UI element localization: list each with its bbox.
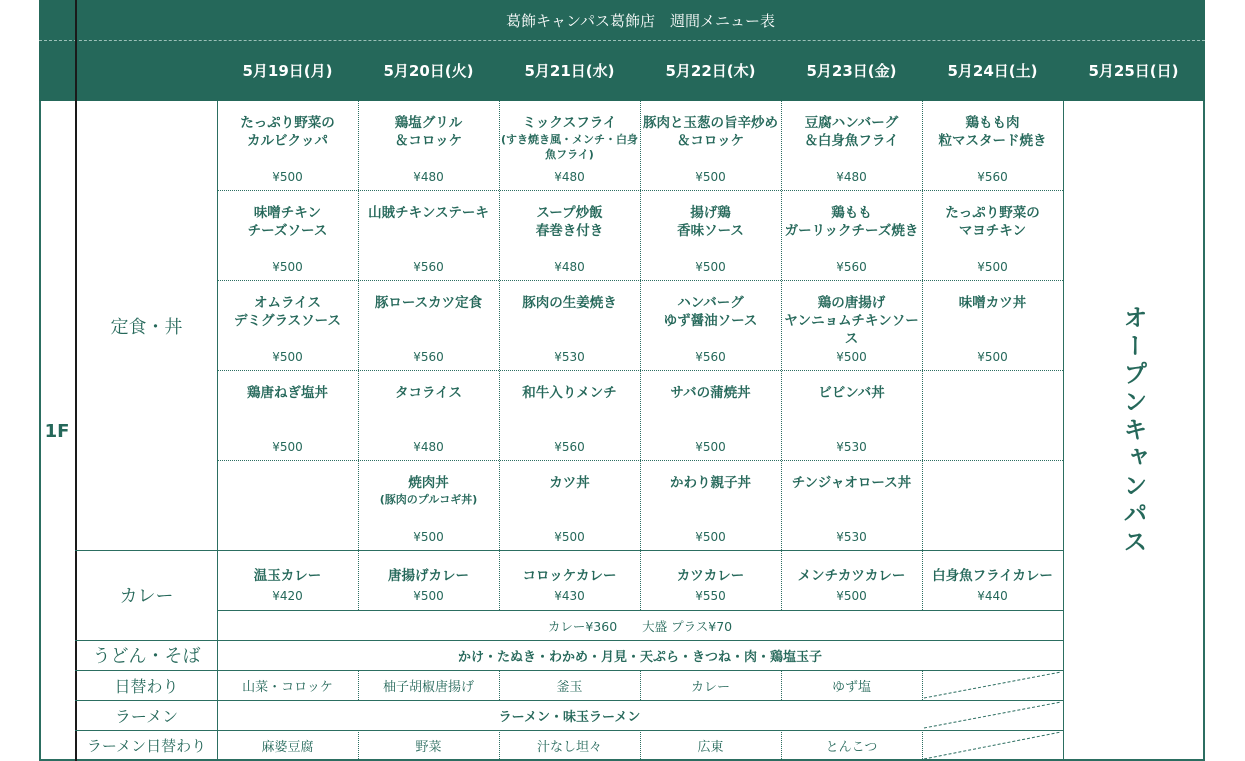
menu-item-price: ¥500 (413, 530, 444, 544)
menu-item-price: ¥500 (695, 170, 726, 184)
menu-item-name: 鶏の唐揚げ ヤンニョムチキンソース (784, 295, 919, 347)
date-mon: 5月19日(月) (242, 62, 333, 80)
menu-item (781, 461, 922, 551)
category-teishoku: 定食・丼 (110, 316, 183, 338)
menu-item-name: 味噌カツ丼 (958, 295, 1027, 311)
menu-item-name: かわり親子丼 (670, 475, 751, 491)
menu-item (499, 101, 640, 191)
higawari-item: 柚子胡椒唐揚げ (382, 680, 474, 695)
date-sun: 5月25日(日) (1088, 62, 1179, 80)
menu-item (640, 101, 781, 191)
menu-item-name (217, 461, 358, 474)
ramen-higawari-item: 広東 (697, 740, 724, 755)
menu-item (499, 461, 640, 551)
menu-item-name: 豆腐ハンバーグ ＆白身魚フライ (804, 115, 899, 149)
menu-item (781, 191, 922, 281)
curry-item (640, 551, 781, 611)
curry-item-name: カツカレー (676, 568, 745, 584)
menu-item-name: 味噌チキン チーズソース (247, 205, 328, 239)
menu-item (922, 281, 1063, 371)
menu-item (358, 371, 499, 461)
curry-item (499, 551, 640, 611)
menu-item-name: 豚ロースカツ定食 (374, 295, 483, 311)
menu-item-price: ¥530 (836, 530, 867, 544)
menu-item-price: ¥480 (836, 170, 867, 184)
menu-item (499, 281, 640, 371)
menu-item (358, 461, 499, 551)
menu-item (640, 371, 781, 461)
menu-item-name: 山賊チキンステーキ (368, 205, 489, 221)
curry-item-name: 白身魚フライカレー (932, 568, 1053, 584)
curry-item-price: ¥430 (554, 589, 585, 603)
menu-item-name: 焼肉丼 (408, 475, 449, 491)
empty-cell-slashes (922, 670, 1063, 761)
menu-item-name: 鶏唐ねぎ塩丼 (247, 385, 328, 401)
menu-item (217, 371, 358, 461)
menu-item-name: ミックスフライ (522, 115, 617, 131)
menu-item (640, 281, 781, 371)
udon-list: かけ・たぬき・わかめ・月見・天ぷら・きつね・肉・鶏塩玉子 (457, 650, 822, 665)
ramen-higawari-item: 麻婆豆腐 (261, 740, 314, 755)
menu-item-name: 鶏もも ガーリックチーズ焼き (784, 205, 919, 239)
menu-item-name: 豚肉の生姜焼き (522, 295, 617, 311)
curry-item-price: ¥420 (272, 589, 303, 603)
menu-item-price: ¥480 (413, 440, 444, 454)
category-udon: うどん・そば (92, 646, 201, 667)
menu-item (640, 461, 781, 551)
menu-item (640, 191, 781, 281)
menu-item-price: ¥560 (836, 260, 867, 274)
menu-item-price: ¥500 (554, 530, 585, 544)
curry-item-name: 温玉カレー (253, 568, 322, 584)
date-tue: 5月20日(火) (383, 62, 474, 80)
category-higawari: 日替わり (114, 676, 179, 696)
menu-item-name: カツ丼 (549, 475, 590, 491)
curry-item-price: ¥500 (413, 589, 444, 603)
menu-item-name: 鶏塩グリル ＆コロッケ (394, 115, 463, 149)
date-thu: 5月22日(木) (665, 62, 756, 80)
menu-item (922, 371, 1063, 461)
menu-item (499, 191, 640, 281)
menu-item-name: タコライス (395, 385, 462, 401)
menu-item-price: ¥500 (695, 260, 726, 274)
menu-item (781, 371, 922, 461)
curry-item (217, 551, 358, 611)
menu-item (781, 281, 922, 371)
menu-item-price: ¥500 (695, 440, 726, 454)
menu-item (499, 371, 640, 461)
menu-item-name: 鶏もも肉 粒マスタード焼き (938, 115, 1047, 149)
menu-item-price: ¥480 (413, 170, 444, 184)
menu-item-detail: (豚肉のプルコギ丼) (379, 493, 478, 506)
menu-item (217, 191, 358, 281)
menu-item-name: たっぷり野菜の カルビクッパ (240, 115, 335, 149)
curry-note: カレー¥360 大盛 プラス¥70 (547, 618, 733, 634)
curry-item-name: コロッケカレー (522, 568, 617, 584)
menu-item-price: ¥480 (554, 170, 585, 184)
menu-item-detail: (すき焼き風・メンチ・白身魚フライ) (500, 133, 639, 161)
menu-item-name: サバの蒲焼丼 (670, 385, 751, 401)
curry-item (922, 551, 1063, 611)
menu-item-name (922, 371, 1063, 384)
ramen-higawari-item: とんこつ (825, 740, 878, 755)
menu-item-name: ビビンバ丼 (818, 385, 885, 401)
ramen-higawari-item: 汁なし坦々 (536, 740, 602, 755)
menu-item (922, 461, 1063, 551)
menu-item-price: ¥500 (977, 350, 1008, 364)
weekly-menu-table (39, 0, 1205, 761)
higawari-item: 山菜・コロッケ (242, 680, 333, 695)
menu-item-price: ¥560 (695, 350, 726, 364)
menu-item (217, 461, 358, 551)
menu-item-price: ¥500 (272, 260, 303, 274)
menu-item-price: ¥530 (554, 350, 585, 364)
menu-item (358, 281, 499, 371)
menu-item (922, 101, 1063, 191)
menu-item-name: オムライス デミグラスソース (234, 295, 341, 329)
menu-item-name: スープ炒飯 春巻き付き (535, 205, 604, 239)
higawari-item: 釜玉 (556, 680, 583, 695)
menu-item (217, 281, 358, 371)
sunday-notice: オープンキャンパス (1119, 305, 1147, 557)
higawari-item: カレー (690, 680, 730, 695)
curry-item-price: ¥440 (977, 589, 1008, 603)
menu-item (922, 191, 1063, 281)
curry-item-price: ¥500 (836, 589, 867, 603)
higawari-item: ゆず塩 (831, 680, 871, 695)
menu-item-price: ¥560 (977, 170, 1008, 184)
menu-item-price: ¥500 (695, 530, 726, 544)
category-curry: カレー (119, 586, 174, 607)
curry-item (781, 551, 922, 611)
menu-item (358, 101, 499, 191)
menu-item-name: 豚肉と玉葱の旨辛炒め ＆コロッケ (643, 115, 778, 149)
menu-item-price: ¥500 (836, 350, 867, 364)
menu-item-price: ¥500 (977, 260, 1008, 274)
menu-item-price: ¥500 (272, 440, 303, 454)
curry-item (358, 551, 499, 611)
menu-item-price: ¥560 (413, 260, 444, 274)
category-ramen-higawari: ラーメン日替わり (86, 737, 207, 755)
menu-item-name (922, 461, 1063, 474)
menu-item-price: ¥560 (413, 350, 444, 364)
menu-title: 葛飾キャンパス葛飾店 週間メニュー表 (506, 11, 775, 30)
date-wed: 5月21日(水) (524, 62, 615, 80)
curry-item-price: ¥550 (695, 589, 726, 603)
menu-item-name: たっぷり野菜の マヨチキン (945, 205, 1040, 239)
curry-item-name: 唐揚げカレー (388, 568, 469, 584)
date-fri: 5月23日(金) (806, 62, 897, 80)
category-ramen: ラーメン (114, 706, 179, 726)
floor-label: 1F (44, 420, 70, 442)
menu-item-name: ハンバーグ ゆず醤油ソース (663, 295, 758, 329)
date-sat: 5月24日(土) (947, 62, 1038, 80)
menu-item (781, 101, 922, 191)
menu-item (358, 191, 499, 281)
menu-item-name: 和牛入りメンチ (522, 385, 617, 401)
menu-item-name: 揚げ鶏 香味ソース (677, 205, 744, 239)
menu-item-price: ¥500 (272, 170, 303, 184)
ramen-higawari-item: 野菜 (415, 740, 442, 755)
menu-item (217, 101, 358, 191)
menu-item-price: ¥530 (836, 440, 867, 454)
menu-item-price: ¥480 (554, 260, 585, 274)
menu-item-price: ¥500 (272, 350, 303, 364)
curry-item-name: メンチカツカレー (797, 568, 906, 584)
menu-item-price: ¥560 (554, 440, 585, 454)
menu-item-name: チンジャオロース丼 (791, 475, 912, 491)
ramen-list: ラーメン・味玉ラーメン (498, 710, 641, 725)
